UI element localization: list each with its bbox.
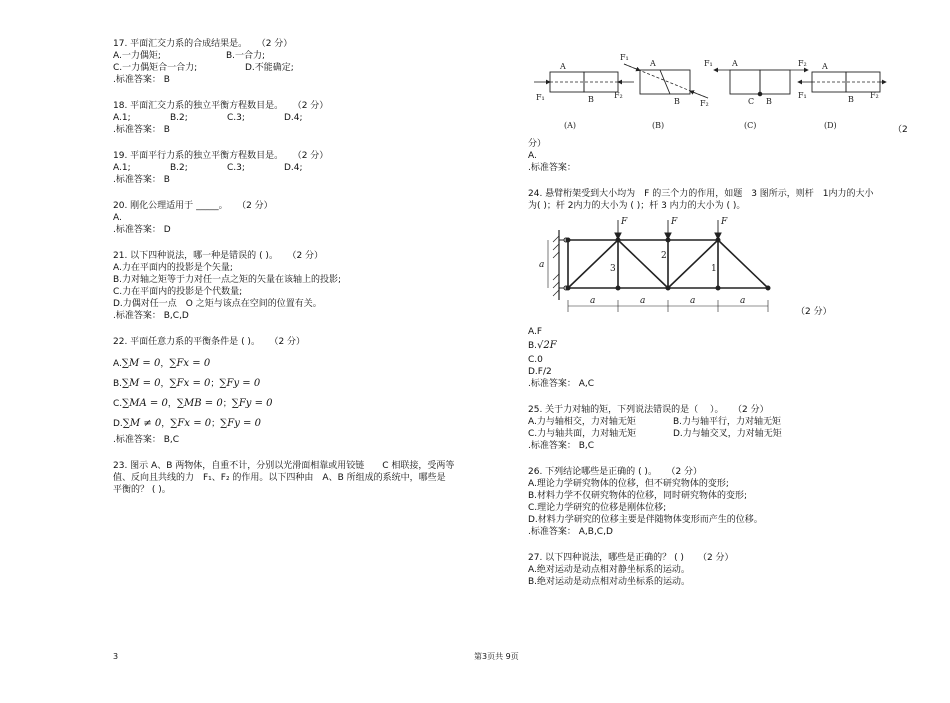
q22-eq-a1: ∑M = 0	[121, 358, 161, 369]
question-17	[113, 38, 513, 86]
q25-option-c: C.力与轴共面，力对轴无矩	[528, 429, 637, 439]
q17-option-b: B.一合力;	[226, 51, 266, 61]
q24-fig-member-2: 2	[661, 251, 667, 261]
q25-option-b: B.力与轴平行，力对轴无矩	[673, 417, 782, 427]
q17-option-d: D.不能确定;	[245, 63, 294, 73]
q23-fig-d-F1: F₁	[798, 91, 807, 100]
q27-option-a: A.绝对运动是动点相对静坐标系的运动。	[528, 565, 690, 575]
q24-fig-a-3: a	[690, 296, 696, 306]
q17-points: （2 分）	[261, 39, 293, 49]
q23-fig-a-B: B	[588, 95, 594, 104]
q18-option-b: B.2;	[170, 113, 188, 123]
q23-fig-c-B: B	[766, 97, 772, 106]
q23-fig-c-label: (C)	[744, 121, 757, 130]
q27-points: （2 分）	[697, 553, 734, 563]
q23-points-cont: 分）	[528, 139, 547, 149]
q22-eq-c3: ∑Fy = 0	[231, 398, 273, 409]
q26-option-a: A.理论力学研究物体的位移，但不研究物体的变形;	[528, 479, 729, 489]
q22-answer: B,C	[163, 435, 180, 445]
q17-option-a: A.一力偶矩;	[113, 51, 161, 61]
q24-answer-label: .标准答案：	[528, 379, 576, 389]
q21-option-c: C.力在平面内的投影是个代数量;	[113, 287, 243, 297]
q18-option-a: A.1;	[113, 113, 131, 123]
left-column	[113, 38, 513, 510]
q23-figure	[528, 52, 888, 134]
page-info: 第3页共 9页	[474, 652, 519, 661]
q25-option-d: D.力与轴交叉，力对轴无矩	[673, 429, 782, 439]
q22-eq-b2: ∑Fx = 0	[169, 378, 211, 389]
q26-title: 26. 下列结论哪些是正确的	[528, 467, 636, 477]
q19-option-a: A.1;	[113, 163, 131, 173]
q24-answer: A,C	[578, 379, 595, 389]
q25-answer-label: .标准答案：	[528, 441, 576, 451]
q20-title: 20. 刚化公理适用于	[113, 201, 194, 211]
q23-line-3: 平衡的？ ( )。	[113, 485, 171, 495]
q26-answer-label: .标准答案：	[528, 527, 576, 537]
q22-eq-a2: ∑Fx = 0	[169, 358, 211, 369]
q27-title: 27. 以下四种说法，哪些是正确的？	[528, 553, 672, 563]
q21-option-d: D.力偶对任一点 O 之矩与该点在空间的位置有关。	[113, 299, 322, 309]
q23-fig-c-F1: F₁	[704, 59, 713, 68]
q24-fig-member-1: 1	[711, 264, 717, 274]
q27-option-b: B.绝对运动是动点相对动坐标系的运动。	[528, 577, 691, 587]
right-column	[528, 138, 928, 602]
q22-eq-d2: ∑Fx = 0	[170, 418, 212, 429]
q26-points: （2 分）	[670, 467, 703, 477]
q24-line-1: 24. 悬臂桁架受到大小均为 F 的三个力的作用，如题 3 图所示，则杆 1内力的大小	[528, 189, 874, 199]
q22-paren: ( )。	[241, 337, 260, 347]
q26-option-d: D.材料力学研究的位移主要是伴随物体变形而产生的位移。	[528, 515, 763, 525]
q23-fig-b-F1: F₁	[620, 53, 629, 62]
q23-figure-d	[798, 62, 886, 130]
q24-fig-a-height: a	[539, 260, 545, 270]
question-26	[528, 466, 928, 538]
q24-fig-a-2: a	[640, 296, 646, 306]
q23-option-a: A.	[528, 151, 537, 161]
q22-eq-b3: ∑Fy = 0	[219, 378, 261, 389]
q23-fig-d-B: B	[848, 95, 854, 104]
q24-option-b: B.	[528, 341, 538, 351]
q17-option-c: C.一力偶矩合一合力;	[113, 63, 198, 73]
q21-paren: ( )。	[259, 251, 278, 261]
q20-answer-label: .标准答案：	[113, 225, 161, 235]
q24-fig-a-4: a	[740, 296, 746, 306]
q26-paren: ( )。	[638, 467, 657, 477]
q23-fig-d-label: (D)	[824, 121, 837, 130]
q19-option-c: C.3;	[227, 163, 245, 173]
q26-option-c: C.理论力学研究的位移是刚体位移;	[528, 503, 667, 513]
q24-line-2: 为( )；杆 2内力的大小为 ( )；杆 3 内力的大小为 ( )。	[528, 201, 746, 211]
q22-eq-c2: ∑MB = 0	[176, 398, 223, 409]
q19-answer-label: .标准答案：	[113, 175, 161, 185]
q21-option-b: B.力对轴之矩等于力对任一点之矩的矢量在该轴上的投影;	[113, 275, 342, 285]
q24-option-b-math: √2F	[537, 340, 557, 351]
question-27	[528, 552, 928, 588]
q17-answer-label: .标准答案：	[113, 75, 161, 85]
q26-option-b: B.材料力学不仅研究物体的位移，同时研究物体的变形;	[528, 491, 748, 501]
question-25	[528, 404, 928, 452]
q23-figure-c	[704, 59, 808, 130]
question-24	[528, 188, 928, 390]
q23-points: （2	[893, 125, 908, 135]
q20-answer: D	[163, 225, 171, 235]
q24-fig-member-3: 3	[610, 264, 616, 274]
q19-points: （2 分）	[297, 151, 329, 161]
q22-eq-c1: ∑MA = 0	[122, 398, 168, 409]
question-23-text	[113, 460, 513, 496]
q19-answer: B	[163, 175, 170, 185]
q18-title: 18. 平面汇交力系的独立平衡方程数目是。	[113, 101, 284, 111]
q20-blank: _____。	[196, 201, 228, 211]
q21-answer-label: .标准答案：	[113, 311, 161, 321]
q23-fig-a-label: (A)	[564, 121, 577, 130]
question-20	[113, 200, 513, 236]
q22-points: （2 分）	[273, 337, 306, 347]
q23-fig-c-F2: F₂	[798, 59, 807, 68]
q23-fig-b-A: A	[650, 59, 656, 68]
q17-title: 17. 平面汇交力系的合成结果是。	[113, 39, 248, 49]
q24-fig-F-3: F	[721, 217, 728, 227]
page-number: 3	[113, 652, 119, 661]
q22-eq-d3: ∑Fy = 0	[220, 418, 261, 429]
q23-fig-b-B: B	[674, 97, 680, 106]
q20-points: （2 分）	[241, 201, 273, 211]
question-19	[113, 150, 513, 186]
q21-answer: B,C,D	[163, 311, 189, 321]
q23-figure-b	[620, 53, 709, 130]
q23-fig-b-label: (B)	[652, 121, 665, 130]
question-22: 22. 平面任意力系的平衡条件是 ( )。 （2 分） A.∑M = 0，∑Fx = 0 B.∑M = 0，∑Fx = 0；∑Fy = 0 C.∑MA = 0，∑MB = 0；∑Fy = 0 D.∑M ≠ 0，∑Fx = 0；∑Fy = 0 .标准答案： B,C	[113, 337, 306, 445]
q22-option-d: D.	[113, 419, 123, 429]
q24-fig-F-1: F	[621, 217, 628, 227]
q24-option-c: C.0	[528, 355, 543, 365]
q22-option-b: B.	[113, 379, 123, 389]
q20-option-a: A.	[113, 213, 122, 223]
question-23-answers	[528, 138, 928, 174]
q25-points: （2 分）	[737, 405, 769, 415]
q27-paren: ( )	[674, 553, 684, 563]
q25-answer: B,C	[578, 441, 595, 451]
q19-option-b: B.2;	[170, 163, 188, 173]
q18-option-d: D.4;	[284, 113, 303, 123]
q22-option-a: A.	[113, 359, 122, 369]
q18-answer-label: .标准答案：	[113, 125, 161, 135]
q18-option-c: C.3;	[227, 113, 245, 123]
q23-fig-a-F2: F₂	[614, 91, 623, 100]
q23-fig-c-C: C	[748, 97, 755, 106]
q19-title: 19. 平面平行力系的独立平衡方程数目是。	[113, 151, 284, 161]
q23-line-2: 值、反向且共线的力 F₁、F₂ 的作用。以下四种由 A、B 所组成的系统中，哪些是	[113, 473, 446, 483]
question-18	[113, 100, 513, 136]
q17-answer: B	[163, 75, 170, 85]
q24-points: （2 分）	[796, 307, 832, 317]
q23-figure-a	[534, 62, 634, 130]
q22-eq-b1: ∑M = 0	[122, 378, 161, 389]
q25-option-a: A.力与轴相交，力对轴无矩	[528, 417, 636, 427]
q21-option-a: A.力在平面内的投影是个矢量;	[113, 263, 233, 273]
q22-eq-d1: ∑M ≠ 0	[122, 418, 162, 429]
q23-fig-a-F1: F₁	[536, 93, 545, 102]
q23-answer-label: .标准答案：	[528, 163, 576, 173]
q23-fig-a-A: A	[560, 62, 566, 71]
q25-title: 25. 关于力对轴的矩，下列说法错误的是（ ）。	[528, 405, 724, 415]
q23-fig-d-A: A	[822, 62, 828, 71]
q23-fig-d-F2: F₂	[870, 91, 879, 100]
q24-option-d: D.F/2	[528, 367, 552, 377]
q24-option-a: A.F	[528, 327, 543, 337]
q22-option-c: C.	[113, 399, 123, 409]
q23-fig-b-F2: F₂	[700, 99, 709, 108]
q22-title: 22. 平面任意力系的平衡条件是	[113, 337, 239, 347]
q18-answer: B	[163, 125, 170, 135]
q23-fig-c-A: A	[732, 59, 738, 68]
q21-title: 21. 以下四种说法，哪一种是错误的	[113, 251, 257, 261]
q19-option-d: D.4;	[284, 163, 303, 173]
q23-line-1: 23. 图示 A、B 两物体，自重不计，分别以光滑面相靠或用铰链 C 相联接，受两等	[113, 461, 455, 471]
question-21	[113, 250, 513, 322]
q24-fig-a-1: a	[590, 296, 596, 306]
q22-answer-label: .标准答案：	[113, 435, 161, 445]
q26-answer: A,B,C,D	[578, 527, 613, 537]
q24-fig-F-2: F	[671, 217, 678, 227]
q21-points: （2 分）	[291, 251, 324, 261]
q18-points: （2 分）	[297, 101, 329, 111]
